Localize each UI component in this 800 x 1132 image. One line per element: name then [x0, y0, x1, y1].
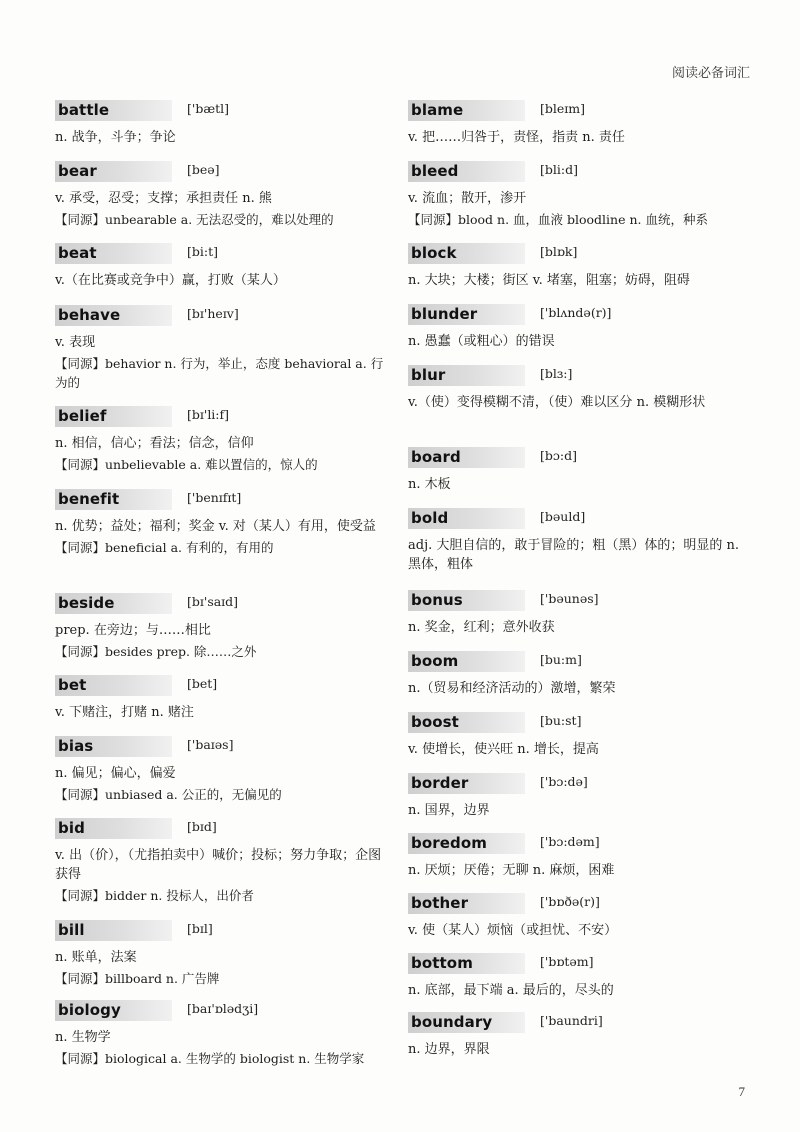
phonetic: [bɪ'heɪv] — [187, 306, 239, 321]
headword: beside — [58, 594, 115, 612]
vocab-entry — [55, 161, 390, 229]
phonetic: [bɪ'li:f] — [187, 407, 230, 422]
headword: bid — [58, 819, 85, 837]
vocab-entry — [408, 243, 753, 290]
etymology-note: 【同源】behavior n. 行为，举止，态度 behavioral a. 行为的 — [55, 356, 384, 390]
headword: bias — [58, 737, 94, 755]
definition: adj. 大胆自信的，敢于冒险的；粗（黑）体的；明显的 n. 黑体，粗体 — [408, 538, 740, 572]
vocab-entry — [408, 833, 753, 880]
headword: boredom — [411, 834, 487, 852]
definition: n.（贸易和经济活动的）激增，繁荣 — [408, 681, 616, 696]
vocab-entry — [55, 243, 390, 290]
etymology-note: 【同源】beneficial a. 有利的，有用的 — [55, 540, 274, 555]
phonetic: ['bəunəs] — [540, 591, 599, 606]
vocab-entry — [408, 304, 753, 351]
definition: v. 把……归咎于，责怪，指责 n. 责任 — [408, 130, 625, 145]
definition: n. 战争，斗争；争论 — [55, 130, 176, 145]
definition: v.（使）变得模糊不清，（使）难以区分 n. 模糊形状 — [408, 395, 706, 410]
headword: boundary — [411, 1013, 493, 1031]
headword: benefit — [58, 490, 120, 508]
vocab-entry — [55, 100, 390, 147]
phonetic: [bɪ'saɪd] — [187, 594, 239, 609]
definition: n. 优势；益处；福利；奖金 v. 对（某人）有用，使受益 — [55, 519, 376, 534]
etymology-note: 【同源】billboard n. 广告牌 — [55, 971, 220, 986]
headword: biology — [58, 1001, 121, 1019]
vocab-entry — [408, 1012, 753, 1059]
definition: n. 偏见；偏心，偏爱 — [55, 766, 176, 781]
headword: belief — [58, 407, 107, 425]
headword: boom — [411, 652, 459, 670]
phonetic: ['benɪfɪt] — [187, 490, 242, 505]
headword: boost — [411, 713, 459, 731]
headword: beat — [58, 244, 97, 262]
phonetic: [beə] — [187, 162, 220, 177]
headword: bold — [411, 509, 449, 527]
vocab-entry — [55, 920, 390, 988]
headword: blunder — [411, 305, 478, 323]
phonetic: [blɜ:] — [540, 366, 573, 381]
definition: v. 表现 — [55, 335, 96, 350]
vocab-entry — [408, 508, 753, 574]
definition: n. 国界，边界 — [408, 803, 490, 818]
phonetic: ['bɒtəm] — [540, 954, 594, 969]
headword: blur — [411, 366, 446, 384]
headword: bear — [58, 162, 97, 180]
definition: v. 下赌注，打赌 n. 赌注 — [55, 705, 194, 720]
definition: n. 木板 — [408, 477, 451, 492]
phonetic: [bet] — [187, 676, 218, 691]
etymology-note: 【同源】unbearable a. 无法忍受的，难以处理的 — [55, 212, 334, 227]
etymology-note: 【同源】besides prep. 除……之外 — [55, 644, 257, 659]
definition: n. 相信，信心；看法；信念，信仰 — [55, 436, 254, 451]
definition: n. 底部，最下端 a. 最后的，尽头的 — [408, 983, 614, 998]
phonetic: [bɪl] — [187, 921, 213, 936]
definition: n. 账单，法案 — [55, 950, 137, 965]
vocab-entry — [55, 736, 390, 804]
phonetic: [bəuld] — [540, 509, 586, 524]
vocab-entry — [408, 773, 753, 820]
definition: v. 出（价），（尤指拍卖中）喊价；投标；努力争取；企图获得 — [55, 848, 382, 882]
definition: v. 流血；散开，渗开 — [408, 191, 527, 206]
headword: bleed — [411, 162, 459, 180]
vocab-entry — [55, 593, 390, 661]
headword: bill — [58, 921, 85, 939]
vocab-entry — [408, 161, 753, 229]
definition: n. 厌烦；厌倦；无聊 n. 麻烦，困难 — [408, 863, 615, 878]
vocab-entry — [55, 818, 390, 905]
vocab-entry — [55, 489, 390, 557]
phonetic: [bli:d] — [540, 162, 578, 177]
vocab-entry — [55, 406, 390, 474]
phonetic: [bleɪm] — [540, 101, 586, 116]
headword: bottom — [411, 954, 473, 972]
definition: n. 生物学 — [55, 1030, 111, 1045]
vocab-entry — [408, 590, 753, 637]
phonetic: [bu:m] — [540, 652, 582, 667]
vocab-entry — [408, 953, 753, 1000]
page-number: 7 — [738, 1084, 745, 1099]
phonetic: ['blʌndə(r)] — [540, 305, 612, 320]
phonetic: [bu:st] — [540, 713, 582, 728]
definition: n. 大块；大楼；街区 v. 堵塞，阻塞；妨碍，阻碍 — [408, 273, 690, 288]
vocab-entry — [408, 712, 753, 759]
phonetic: ['baɪəs] — [187, 737, 234, 752]
definition: prep. 在旁边；与……相比 — [55, 623, 211, 638]
definition: v.（在比赛或竞争中）赢，打败（某人） — [55, 273, 286, 288]
headword: block — [411, 244, 457, 262]
phonetic: [baɪ'ɒlədʒi] — [187, 1001, 259, 1016]
headword: bother — [411, 894, 469, 912]
etymology-note: 【同源】unbiased a. 公正的，无偏见的 — [55, 787, 282, 802]
phonetic: [blɒk] — [540, 244, 578, 259]
vocab-entry — [408, 893, 753, 940]
phonetic: [bɔ:d] — [540, 448, 577, 463]
etymology-note: 【同源】blood n. 血，血液 bloodline n. 血统，种系 — [408, 212, 708, 227]
headword: border — [411, 774, 469, 792]
definition: v. 承受，忍受；支撑；承担责任 n. 熊 — [55, 191, 272, 206]
phonetic: ['bɔ:dəm] — [540, 834, 600, 849]
etymology-note: 【同源】biological a. 生物学的 biologist n. 生物学家 — [55, 1051, 365, 1066]
phonetic: [bi:t] — [187, 244, 218, 259]
vocab-entry — [408, 447, 753, 494]
definition: n. 奖金，红利；意外收获 — [408, 620, 555, 635]
vocab-entry — [55, 1000, 390, 1068]
phonetic: ['baundri] — [540, 1013, 603, 1028]
headword: behave — [58, 306, 121, 324]
definition: v. 使增长，使兴旺 n. 增长，提高 — [408, 742, 599, 757]
headword: battle — [58, 101, 110, 119]
running-header: 阅读必备词汇 — [671, 66, 750, 81]
headword: board — [411, 448, 461, 466]
etymology-note: 【同源】unbelievable a. 难以置信的，惊人的 — [55, 457, 318, 472]
vocab-entry — [408, 651, 753, 698]
definition: n. 愚蠢（或粗心）的错误 — [408, 334, 555, 349]
vocab-entry — [55, 305, 390, 392]
headword: bonus — [411, 591, 463, 609]
definition: v. 使（某人）烦恼（或担忧、不安） — [408, 923, 618, 938]
headword: blame — [411, 101, 464, 119]
phonetic: ['bɒðə(r)] — [540, 894, 600, 909]
vocab-entry — [408, 365, 753, 412]
phonetic: [bɪd] — [187, 819, 217, 834]
phonetic: ['bætl] — [187, 101, 229, 116]
vocab-entry — [408, 100, 753, 147]
definition: n. 边界，界限 — [408, 1042, 490, 1057]
etymology-note: 【同源】bidder n. 投标人，出价者 — [55, 888, 254, 903]
vocab-entry — [55, 675, 390, 722]
phonetic: ['bɔ:də] — [540, 774, 588, 789]
headword: bet — [58, 676, 87, 694]
